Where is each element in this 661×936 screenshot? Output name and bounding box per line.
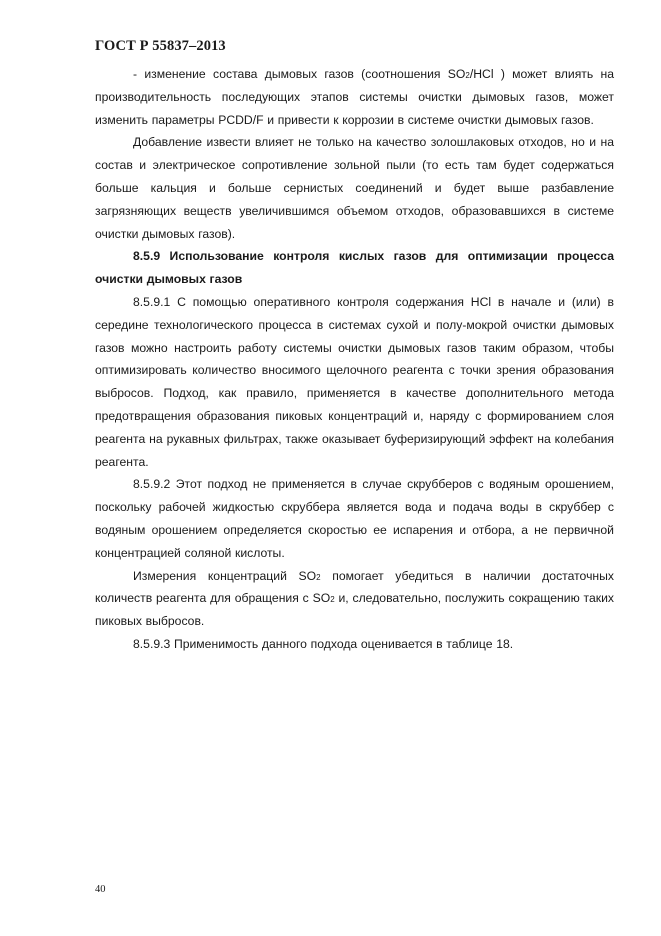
page-number: 40 [95, 884, 106, 895]
paragraph-so2-measurement [95, 565, 614, 633]
document-body [95, 63, 614, 656]
paragraph-gas-composition [95, 63, 614, 131]
paragraph-8-5-9-3: 8.5.9.3 Применимость данного подхода оценивается в таблице 18. [133, 636, 514, 651]
paragraph-lime-addition: Добавление извести влияет не только на качество золошлаковых отходов, но и на состав и электрическое сопротивление зольной пыли (то есть там будет содержаться больше кальция и больше сернистых соединений и будет выше разбавление загрязняющих веществ увеличившимся объемом отходов, образовавшихся в системе очистки дымовых газов). [95, 135, 614, 241]
paragraph-8-5-9-2: 8.5.9.2 Этот подход не применяется в случае скрубберов с водяным орошением, поскольку рабочей жидкостью скруббера является вода и подача воды в скруббер с водяным орошением определяется скоростью ее испарения и отбора, а не первичной концентрацией соляной кислоты. [95, 477, 614, 560]
subscript: 2 [316, 572, 321, 582]
subscript: 2 [465, 71, 470, 80]
document-header: ГОСТ Р 55837–2013 [95, 38, 226, 54]
text-fragment: и, следовательно, послужить сокращению таких пиковых выбросов. [95, 591, 614, 629]
text-fragment: - изменение состава дымовых газов (соотношения SO [133, 67, 466, 81]
paragraph-8-5-9-1: 8.5.9.1 С помощью оперативного контроля содержания HCl в начале и (или) в середине технологического процесса в системах сухой и полу-мокрой очистки дымовых газов можно настроить работу системы очистки дымовых газов таким образом, чтобы оптимизировать количество вносимого щелочного реагента с точки зрения образования выбросов. Подход, как правило, применяется в качестве дополнительного метода предотвращения образования пиковых концентраций и, наряду с формированием слоя реагента на рукавных фильтрах, также оказывает буферизирующий эффект на колебания реагента. [95, 294, 614, 469]
text-fragment: /HCl ) может влиять на производительность последующих этапов системы очистки дымовых газов, может изменить параметры PCDD/F и привести к коррозии в системе очистки дымовых газов. [95, 67, 615, 127]
text-fragment: Измерения концентраций SO [133, 568, 317, 583]
section-heading-8-5-9: 8.5.9 Использование контроля кислых газов для оптимизации процесса очистки дымовых газов [95, 249, 614, 287]
text-fragment: помогает убедиться в наличии достаточных количеств реагента для обращения с SO [95, 568, 615, 606]
subscript: 2 [330, 595, 335, 605]
